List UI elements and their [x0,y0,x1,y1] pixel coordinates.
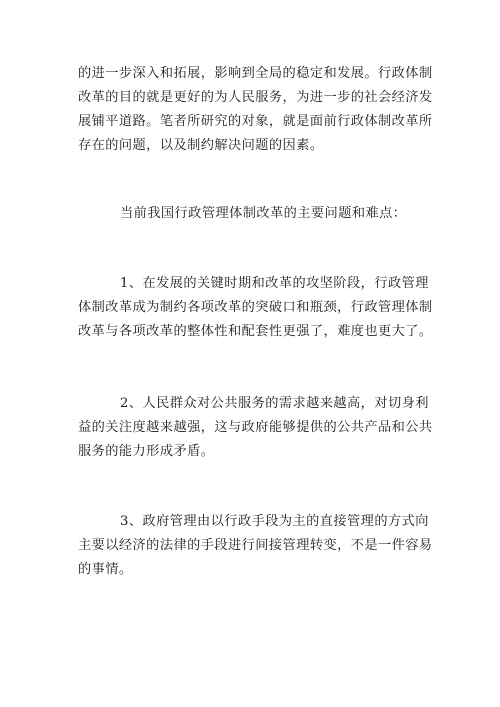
item-2-line-3: 服务的能力形成矛盾。 [78,444,215,459]
item-3-paragraph [78,510,433,582]
item-2-paragraph [78,392,433,464]
item-1-line-2: 体制改革成为制约各项改革的突破口和瓶颈，行政管理体制 [78,300,433,315]
item-1-paragraph [78,272,433,344]
intro-line-4: 存在的问题，以及制约解决问题的因素。 [78,138,324,153]
intro-line-1: 的进一步深入和拓展，影响到全局的稳定和发展。行政体制 [78,66,433,81]
item-2-line-2: 益的关注度越来越强，这与政府能够提供的公共产品和公共 [78,420,433,435]
item-1-line-1: 1、在发展的关键时期和改革的攻坚阶段，行政管理 [120,276,429,291]
item-3-line-3: 的事情。 [78,562,133,577]
section-heading-text: 当前我国行政管理体制改革的主要问题和难点： [120,206,407,221]
item-3-line-1: 3、政府管理由以行政手段为主的直接管理的方式向 [120,514,429,529]
item-2-line-1: 2、人民群众对公共服务的需求越来越高，对切身利 [120,396,429,411]
intro-paragraph [78,62,433,158]
item-3-line-2: 主要以经济的法律的手段进行间接管理转变，不是一件容易 [78,538,433,553]
item-1-line-3: 改革与各项改革的整体性和配套性更强了，难度也更大了。 [78,324,433,339]
intro-line-2: 改革的目的就是更好的为人民服务，为进一步的社会经济发 [78,90,433,105]
intro-line-3: 展铺平道路。笔者所研究的对象，就是面前行政体制改革所 [78,114,433,129]
